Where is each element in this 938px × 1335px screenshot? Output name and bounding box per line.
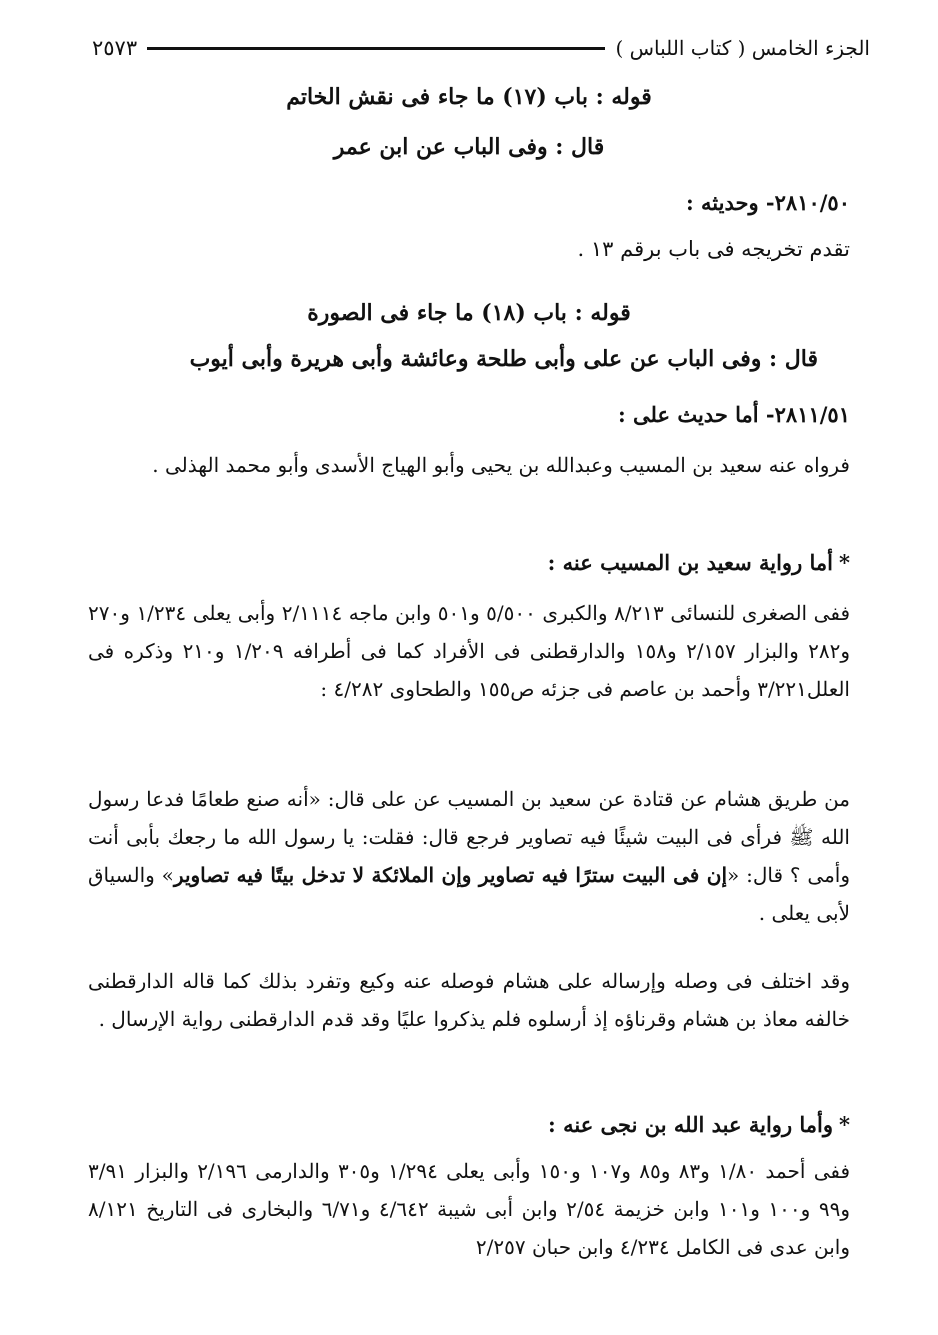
hadith-text-start: من طريق هشام عن قتادة عن سعيد بن المسيب عن على قال: «أنه صنع طعامًا فدعا رسول الله ﷺ فرأى فى البيت شيئًا فيه تصاوير فرجع قال: فقلت: يا رسول الله ما رجعك بأبى أنت وأمى ؟ قال: « (88, 787, 850, 887)
hadith-heading-2810: ٢٨١٠/٥٠- وحديثه : (685, 190, 850, 215)
subheading-said-ibn-musayyib (88, 544, 850, 582)
paragraph-hadith-text (88, 780, 850, 932)
hadith-note-2810: تقدم تخريجه فى باب برقم ١٣ . (577, 237, 850, 261)
paragraph-sources-2: ففى أحمد ١/٨٠ و٨٣ و٨٥ و١٠٧ و١٥٠ وأبى يعلى ١/٢٩٤ و٣٠٥ والدارمى ٢/١٩٦ والبزار ٣/٩١ و٩٩ و١٠٠ و١٠١ وابن خزيمة ٢/٥٤ وابن أبى شيبة ٤/٦٤٢ و٦/٧١ والبخارى فى التاريخ ٨/١٢١ وابن عدى فى الكامل ٤/٢٣٤ وابن حبان ٢/٢٥٧ (88, 1159, 851, 1259)
subheading-abdullah-ibn-nujayy-text: وأما رواية عبد الله بن نجى عنه : (548, 1112, 834, 1137)
hadith-text-end: » والسياق لأبى يعلى . (88, 863, 850, 925)
subheading-abdullah-ibn-nujayy (88, 1106, 850, 1144)
hadith-heading-2811: ٢٨١١/٥١- أما حديث على : (617, 402, 850, 427)
hadith-text-bold: إن فى البيت سترًا فيه تصاوير وإن الملائكة لا تدخل بيتًا فيه تصاوير (173, 863, 728, 887)
chapter-heading-18: قوله : باب (١٨) ما جاء فى الصورة (307, 300, 631, 326)
paragraph-sources-1: ففى الصغرى للنسائى ٨/٢١٣ والكبرى ٥/٥٠٠ و٥٠١ وابن ماجه ٢/١١١٤ وأبى يعلى ١/٢٣٤ و٢٧٠ و٢٨٢ والبزار ٢/١٥٧ و١٥٨ والدارقطنى فى الأفراد كما فى أطرافه ١/٢٠٩ و٢١٠ وذكره فى العلل٣/٢٢١ وأحمد بن عاصم فى جزئه ص١٥٥ والطحاوى ٤/٢٨٢ : (88, 601, 851, 701)
chapter-heading-17: قوله : باب (١٧) ما جاء فى نقش الخاتم (286, 84, 652, 110)
asterisk-icon: * (839, 1112, 850, 1137)
chapter-qaala-17: قال : وفى الباب عن ابن عمر (333, 134, 605, 160)
paragraph-disagreement: وقد اختلف فى وصله وإرساله على هشام فوصله عنه وكيع وتفرد بذلك كما قاله الدارقطنى خالفه معاذ بن هشام وقرناؤه إذ أرسلوه فلم يذكروا عليًا وقد قدم الدارقطنى رواية الإرسال . (88, 969, 850, 1031)
paragraph-narrators: فرواه عنه سعيد بن المسيب وعبدالله بن يحيى وأبو الهياج الأسدى وأبو محمد الهذلى . (152, 453, 850, 477)
running-header-title: الجزء الخامس ( كتاب اللباس ) (615, 36, 870, 60)
running-header (92, 30, 870, 66)
chapter-qaala-18: قال : وفى الباب عن على وأبى طلحة وعائشة وأبى هريرة وأبى أيوب (189, 346, 818, 372)
page-number: ٢٥٧٣ (92, 36, 138, 60)
header-rule (147, 47, 605, 50)
subheading-said-ibn-musayyib-text: أما رواية سعيد بن المسيب عنه : (547, 550, 834, 575)
asterisk-icon: * (839, 550, 850, 575)
